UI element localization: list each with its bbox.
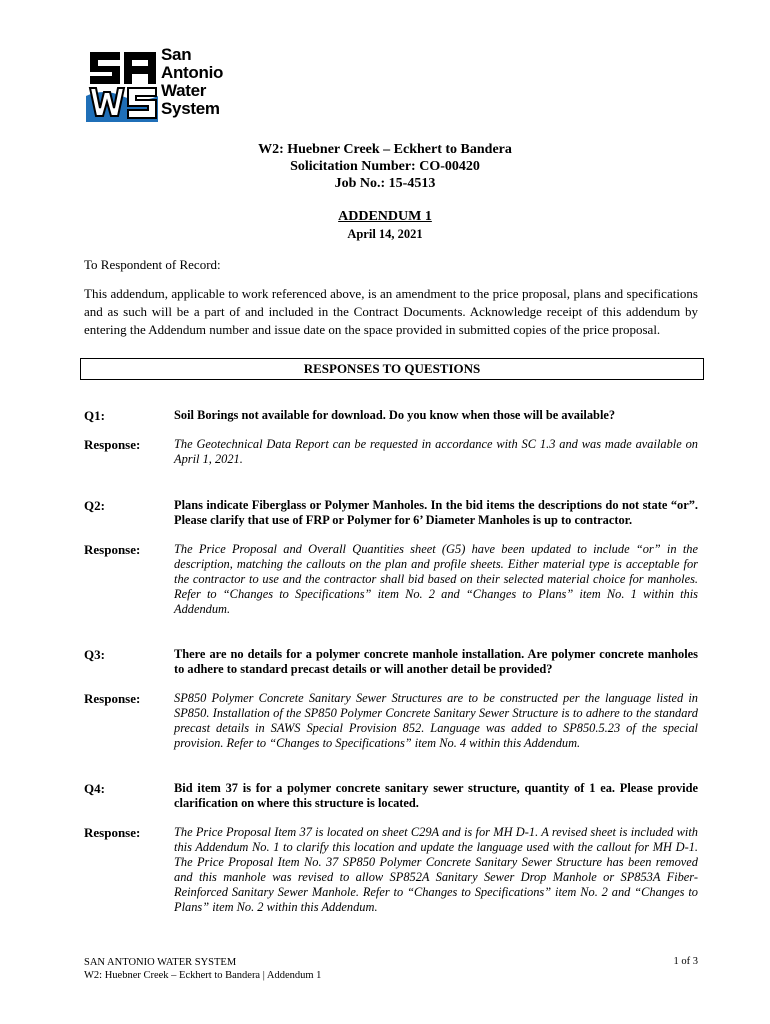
q3-question: There are no details for a polymer concrete manhole installation. Are polymer concrete manholes to adhere to standard precast details or will another detail be provided? bbox=[174, 647, 698, 676]
q2-question: Plans indicate Fiberglass or Polymer Manholes. In the bid items the descriptions do not state “or”. Please clarify that use of FRP or Polymer for 6’ Diameter Manholes is up to contractor. bbox=[174, 498, 698, 527]
logo-line-antonio: Antonio bbox=[161, 63, 224, 82]
q3-label: Q3: bbox=[84, 647, 105, 662]
q1-response-label: Response: bbox=[84, 437, 141, 452]
section-title-responses: RESPONSES TO QUESTIONS bbox=[80, 358, 704, 380]
q2-label: Q2: bbox=[84, 498, 105, 513]
logo-line-san: San bbox=[161, 45, 192, 64]
project-title: W2: Huebner Creek – Eckhert to Bandera bbox=[258, 142, 512, 157]
q4-response: The Price Proposal Item 37 is located on sheet C29A and is for MH D-1. A revised sheet is included with this Addendum No. 1 to clarify this location and update the language used with the callout for MH D-1. The Price Proposal Item No. 37 SP850 Polymer Concrete Sanitary Sewer Structure has been removed and this manhole was revised to allow SP852A Sanitary Sewer Drop Manhole or SP853A Fiber-Reinforced Sanitary Sewer Manhole. Refer to “Changes to Specifications” item No. 2 and “Changes to Plans” item No. 2 within this Addendum. bbox=[174, 825, 698, 914]
q4-label: Q4: bbox=[84, 781, 105, 796]
job-number: Job No.: 15-4513 bbox=[334, 176, 436, 191]
q2-response-label: Response: bbox=[84, 542, 141, 557]
logo-wordmark bbox=[161, 46, 223, 118]
salutation: To Respondent of Record: bbox=[84, 257, 221, 272]
q2-response: The Price Proposal and Overall Quantities sheet (G5) have been updated to include “or” in the description, matching the callouts on the plan and profile sheets. Either material type is acceptable for the contractor to use and the contractor shall bid based on their selected material choice for manholes. Refer to “Changes to Specifications” item No. 2 and “Changes to Plans” item No. 1 within this Addendum. bbox=[174, 542, 698, 616]
page-number: 1 of 3 bbox=[673, 956, 698, 967]
q1-label: Q1: bbox=[84, 408, 105, 423]
q1-question: Soil Borings not available for download. Do you know when those will be available? bbox=[174, 408, 616, 422]
q4-question: Bid item 37 is for a polymer concrete sanitary sewer structure, quantity of 1 ea. Please provide clarification on where this structure is located. bbox=[174, 781, 698, 810]
q4-response-label: Response: bbox=[84, 825, 141, 840]
page-footer bbox=[84, 956, 321, 982]
q1-response: The Geotechnical Data Report can be requested in accordance with SC 1.3 and was made available on April 1, 2021. bbox=[174, 437, 698, 466]
addendum-title: ADDENDUM 1 bbox=[338, 209, 432, 224]
footer-doc: W2: Huebner Creek – Eckhert to Bandera | Addendum 1 bbox=[84, 970, 322, 981]
q3-response: SP850 Polymer Concrete Sanitary Sewer Structures are to be constructed per the language listed in SP850. Installation of the SP850 Polymer Concrete Sanitary Sewer Structure is to adhere to the standard precast details in SAWS Special Provision 852. Language was added to SP850.5.23 of the special provision. Refer to “Changes to Specifications” item No. 4 within this Addendum. bbox=[174, 691, 698, 750]
logo-line-system: System bbox=[161, 99, 220, 118]
q3-response-label: Response: bbox=[84, 691, 141, 706]
solicitation-number: Solicitation Number: CO-00420 bbox=[290, 159, 480, 174]
intro-paragraph: This addendum, applicable to work referenced above, is an amendment to the price proposal, plans and specifications and as such will be a part of and included in the Contract Documents. Acknowledge receipt of this addendum by entering the Addendum number and issue date on the space provided in submitted copies of the price proposal. bbox=[84, 286, 698, 337]
logo-line-water: Water bbox=[161, 81, 207, 100]
footer-org: SAN ANTONIO WATER SYSTEM bbox=[84, 957, 237, 968]
addendum-date: April 14, 2021 bbox=[347, 227, 423, 241]
